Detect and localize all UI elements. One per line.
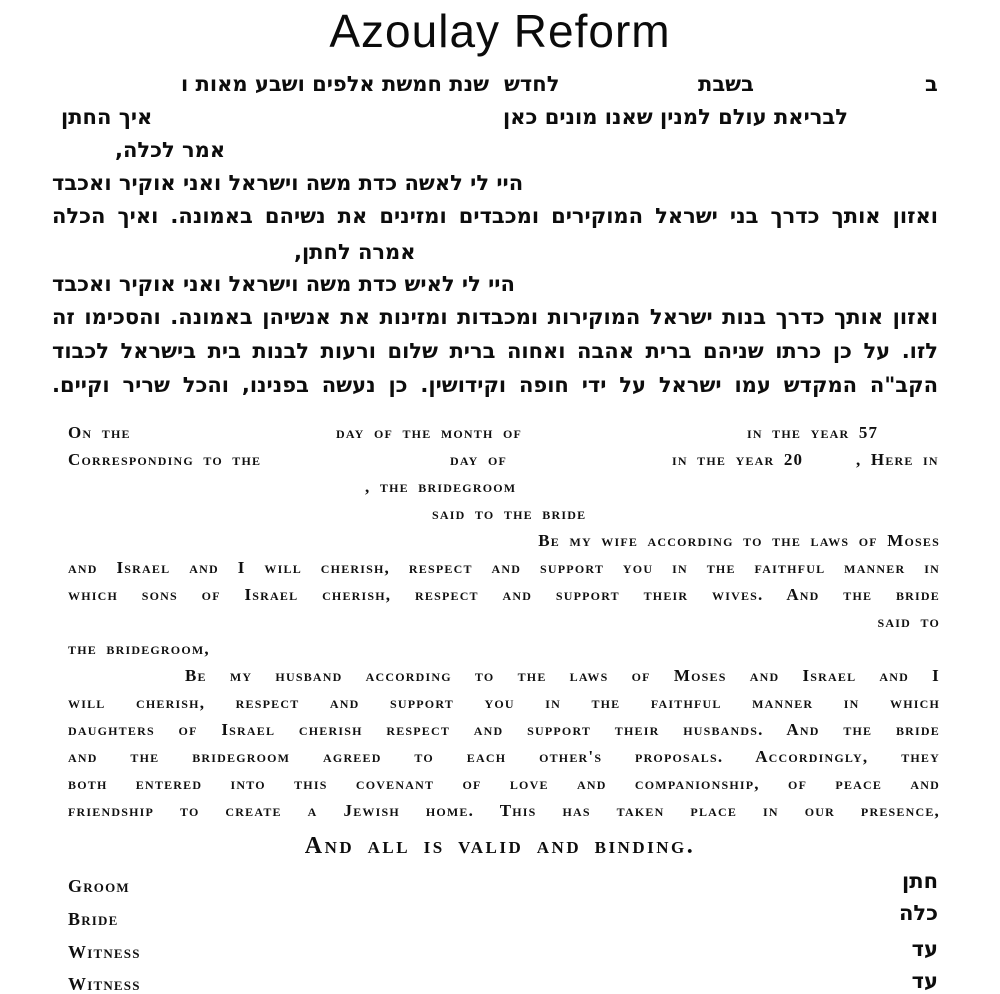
hebrew-groom-vow: היי לי לאשה כדת משה וישראל ואני אוקיר ואכבד <box>52 171 524 195</box>
signature-label-bride: Bride <box>68 909 119 929</box>
english-corresponding: Corresponding to the <box>68 450 262 469</box>
hebrew-closing-line: הקב"ה המקדש עמו ישראל על ידי חופה וקידושין. כן נעשה בפנינו, והכל שריר וקיים. <box>52 373 938 397</box>
signature-label-witness-1: Witness <box>68 942 141 962</box>
english-daughters-line: daughters of Israel cherish respect and support their husbands. And the bride <box>68 720 940 739</box>
english-day-of: day of <box>450 450 508 469</box>
signature-label-witness-2-hebrew: עד <box>911 969 938 993</box>
english-said-to-bride: said to the bride <box>432 504 587 523</box>
hebrew-bride-support: ואזון אותך כדרך בנות ישראל המוקירות ומכבדות ומזינות את אנשיהן באמונה. והסכימו זה <box>52 305 938 329</box>
english-year-57: in the year 57 <box>747 423 879 442</box>
hebrew-month-word: לחדש <box>504 72 560 96</box>
hebrew-day-prefix: ב <box>925 72 938 96</box>
english-here-in: , Here in <box>856 450 939 469</box>
hebrew-bride-vow: היי לי לאיש כדת משה וישראל ואני אוקיר ואכבד <box>52 272 515 296</box>
english-sons-line: which sons of Israel cherish, respect and support their wives. And the bride <box>68 585 940 604</box>
hebrew-groom-support: ואזון אותך כדרך בני ישראל המוקירים ומכבדים ומזינים את נשיהם באמונה. ואיך הכלה <box>52 204 938 228</box>
signature-label-groom-hebrew: חתן <box>902 869 938 893</box>
english-the-bridegroom: , the bridegroom <box>365 477 517 496</box>
english-year-20: in the year 20 <box>672 450 804 469</box>
english-cherish-line: and Israel and I will cherish, respect and support you in the faithful manner in <box>68 558 940 577</box>
hebrew-week-word: בשבת <box>698 72 754 96</box>
english-said-to: said to <box>877 612 940 631</box>
hebrew-covenant-line: לזו. על כן כרתו שניהם ברית אהבה ואחוה ברית שלום ורעות לבנות בית בישראל לכבוד <box>52 339 938 363</box>
document-title: Azoulay Reform <box>329 5 671 57</box>
english-covenant-line: both entered into this covenant of love and companionship, of peace and <box>68 774 940 793</box>
english-the-bridegroom-2: the bridegroom, <box>68 639 210 658</box>
hebrew-year-phrase: שנת חמשת אלפים ושבע מאות ו <box>181 72 490 96</box>
english-friendship-line: friendship to create a Jewish home. This has taken place in our presence, <box>68 801 940 820</box>
hebrew-said-to-bride: אמר לכלה, <box>115 138 226 162</box>
english-cherish-line-2: will cherish, respect and support you in the faithful manner in which <box>68 693 940 712</box>
valid-binding-declaration: And all is valid and binding. <box>304 833 696 859</box>
english-on-the: On the <box>68 423 131 442</box>
hebrew-groom-intro: איך החתן <box>61 105 153 129</box>
signature-label-witness-1-hebrew: עד <box>911 937 938 961</box>
signature-label-witness-2: Witness <box>68 974 141 994</box>
english-agreed-line: and the bridegroom agreed to each other's proposals. Accordingly, they <box>68 747 940 766</box>
english-husband-vow: Be my husband according to the laws of Moses and Israel and I <box>185 666 940 685</box>
signature-label-bride-hebrew: כלה <box>898 901 938 925</box>
hebrew-said-to-groom: אמרה לחתן, <box>294 240 416 264</box>
signature-label-groom: Groom <box>68 876 130 896</box>
hebrew-creation-phrase: לבריאת עולם למנין שאנו מונים כאן <box>503 105 848 129</box>
english-day-of-month: day of the month of <box>336 423 523 442</box>
english-wife-vow: Be my wife according to the laws of Moses <box>538 531 940 550</box>
